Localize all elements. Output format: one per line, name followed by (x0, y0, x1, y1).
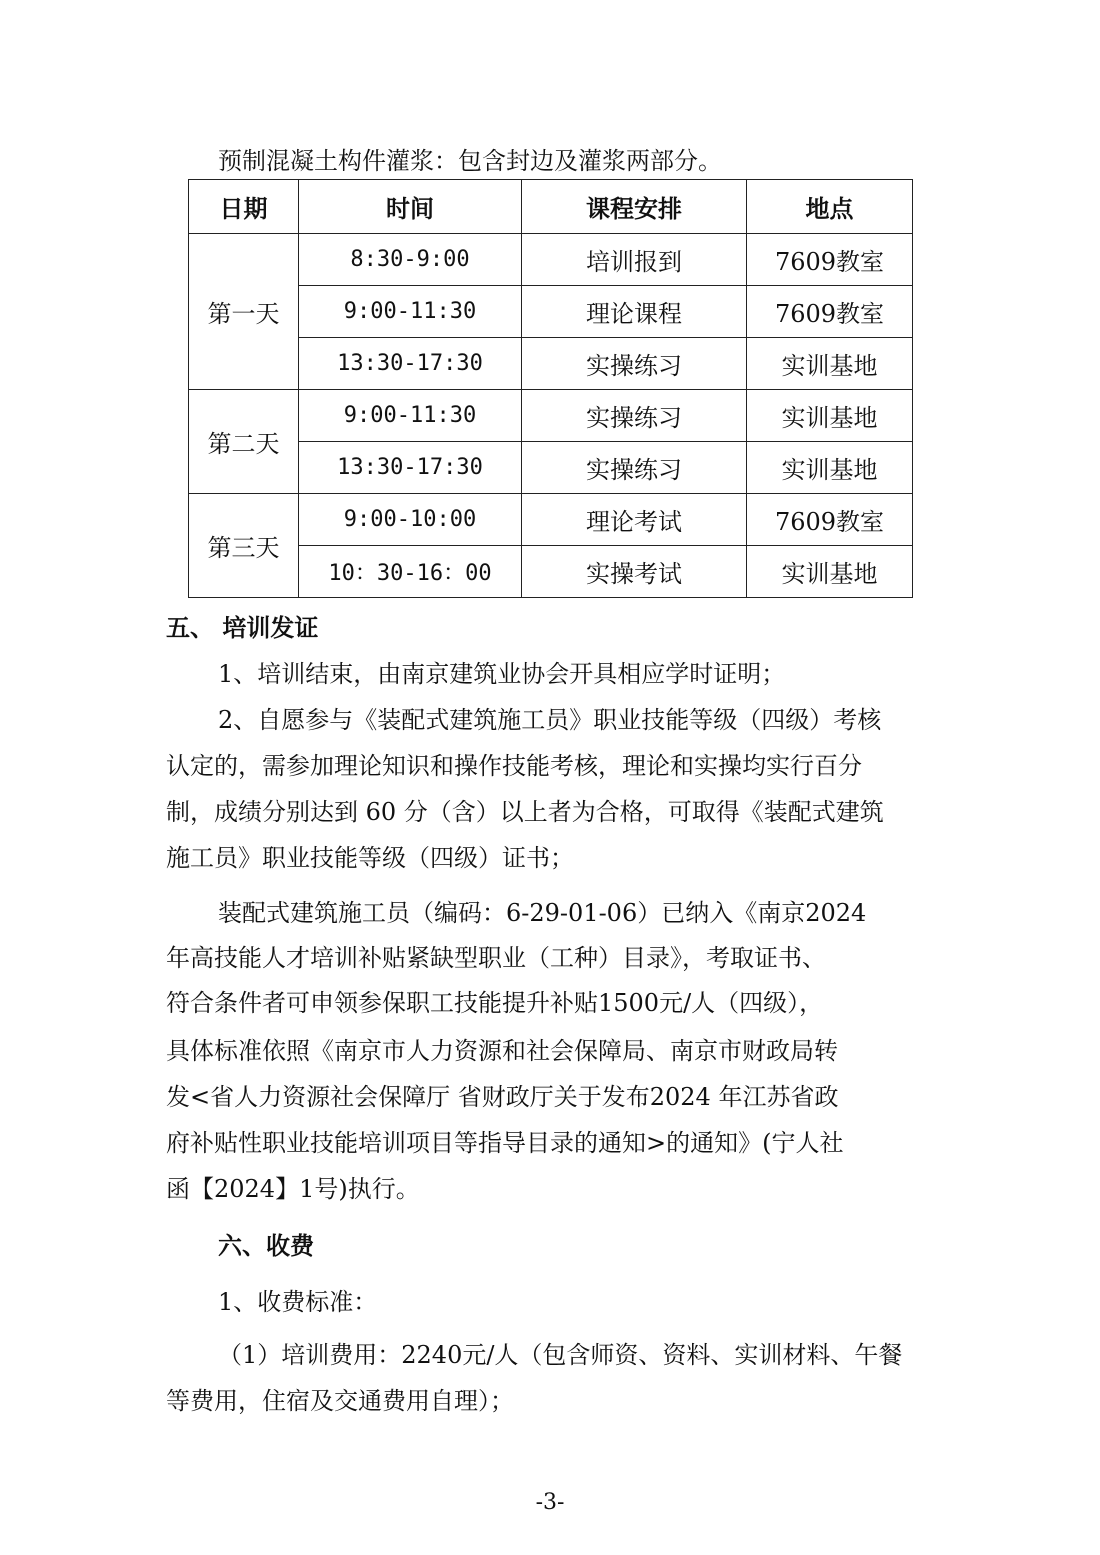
paragraph-line: 认定的，需参加理论知识和操作技能考核，理论和实操均实行百分 (166, 752, 862, 780)
intro-line: 预制混凝土构件灌浆：包含封边及灌浆两部分。 (218, 147, 722, 175)
paragraph-line: 年高技能人才培训补贴紧缺型职业（工种）目录》，考取证书、 (166, 944, 826, 972)
paragraph-line: 制，成绩分别达到 60 分（含）以上者为合格，可取得《装配式建筑 (166, 798, 884, 826)
page-number: -3- (535, 1490, 565, 1515)
place-cell: 实训基地 (747, 338, 913, 390)
place-cell: 实训基地 (747, 546, 913, 598)
day-cell: 第二天 (189, 390, 299, 494)
time-cell: 13:30-17:30 (299, 338, 522, 390)
course-cell: 实操练习 (522, 442, 747, 494)
paragraph-line: 函【2024】1号)执行。 (166, 1175, 420, 1203)
paragraph-line: 装配式建筑施工员（编码：6-29-01-06）已纳入《南京2024 (218, 899, 867, 927)
place-cell: 7609教室 (747, 286, 913, 338)
time-cell: 8:30-9:00 (299, 234, 522, 286)
course-cell: 实操练习 (522, 390, 747, 442)
time-cell: 13:30-17:30 (299, 442, 522, 494)
paragraph-line: 2、自愿参与《装配式建筑施工员》职业技能等级（四级）考核 (218, 706, 882, 734)
paragraph-line: 施工员》职业技能等级（四级）证书； (166, 844, 574, 872)
schedule-table (188, 179, 913, 598)
day-cell: 第一天 (189, 234, 299, 390)
section5-title: 五、 培训发证 (166, 614, 319, 642)
table-row (189, 234, 913, 286)
paragraph-line: 符合条件者可申领参保职工技能提升补贴1500元/人（四级）， (166, 989, 824, 1017)
course-cell: 培训报到 (522, 234, 747, 286)
time-cell: 9:00-11:30 (299, 286, 522, 338)
course-cell: 理论课程 (522, 286, 747, 338)
time-cell: 10：30-16：00 (299, 546, 522, 598)
day-cell: 第三天 (189, 494, 299, 598)
course-cell: 实操练习 (522, 338, 747, 390)
table-header-row (189, 180, 913, 234)
paragraph-line: 发<省人力资源社会保障厅 省财政厅关于发布2024 年江苏省政 (166, 1083, 839, 1111)
place-cell: 实训基地 (747, 442, 913, 494)
header-place: 地点 (747, 180, 913, 234)
paragraph-line: （1）培训费用：2240元/人（包含师资、资料、实训材料、午餐 (218, 1341, 903, 1369)
place-cell: 实训基地 (747, 390, 913, 442)
place-cell: 7609教室 (747, 494, 913, 546)
header-time: 时间 (299, 180, 522, 234)
paragraph-line: 府补贴性职业技能培训项目等指导目录的通知>的通知》(宁人社 (166, 1129, 844, 1157)
paragraph-line: 1、培训结束，由南京建筑业协会开具相应学时证明； (218, 660, 786, 688)
header-date: 日期 (189, 180, 299, 234)
course-cell: 理论考试 (522, 494, 747, 546)
paragraph-line: 具体标准依照《南京市人力资源和社会保障局、南京市财政局转 (166, 1037, 838, 1065)
course-cell: 实操考试 (522, 546, 747, 598)
table-row (189, 390, 913, 442)
section6-title: 六、收费 (218, 1232, 314, 1260)
table-row (189, 494, 913, 546)
paragraph-line: 等费用，住宿及交通费用自理）； (166, 1387, 514, 1415)
time-cell: 9:00-11:30 (299, 390, 522, 442)
time-cell: 9:00-10:00 (299, 494, 522, 546)
paragraph-line: 1、收费标准： (218, 1288, 378, 1316)
header-course: 课程安排 (522, 180, 747, 234)
place-cell: 7609教室 (747, 234, 913, 286)
